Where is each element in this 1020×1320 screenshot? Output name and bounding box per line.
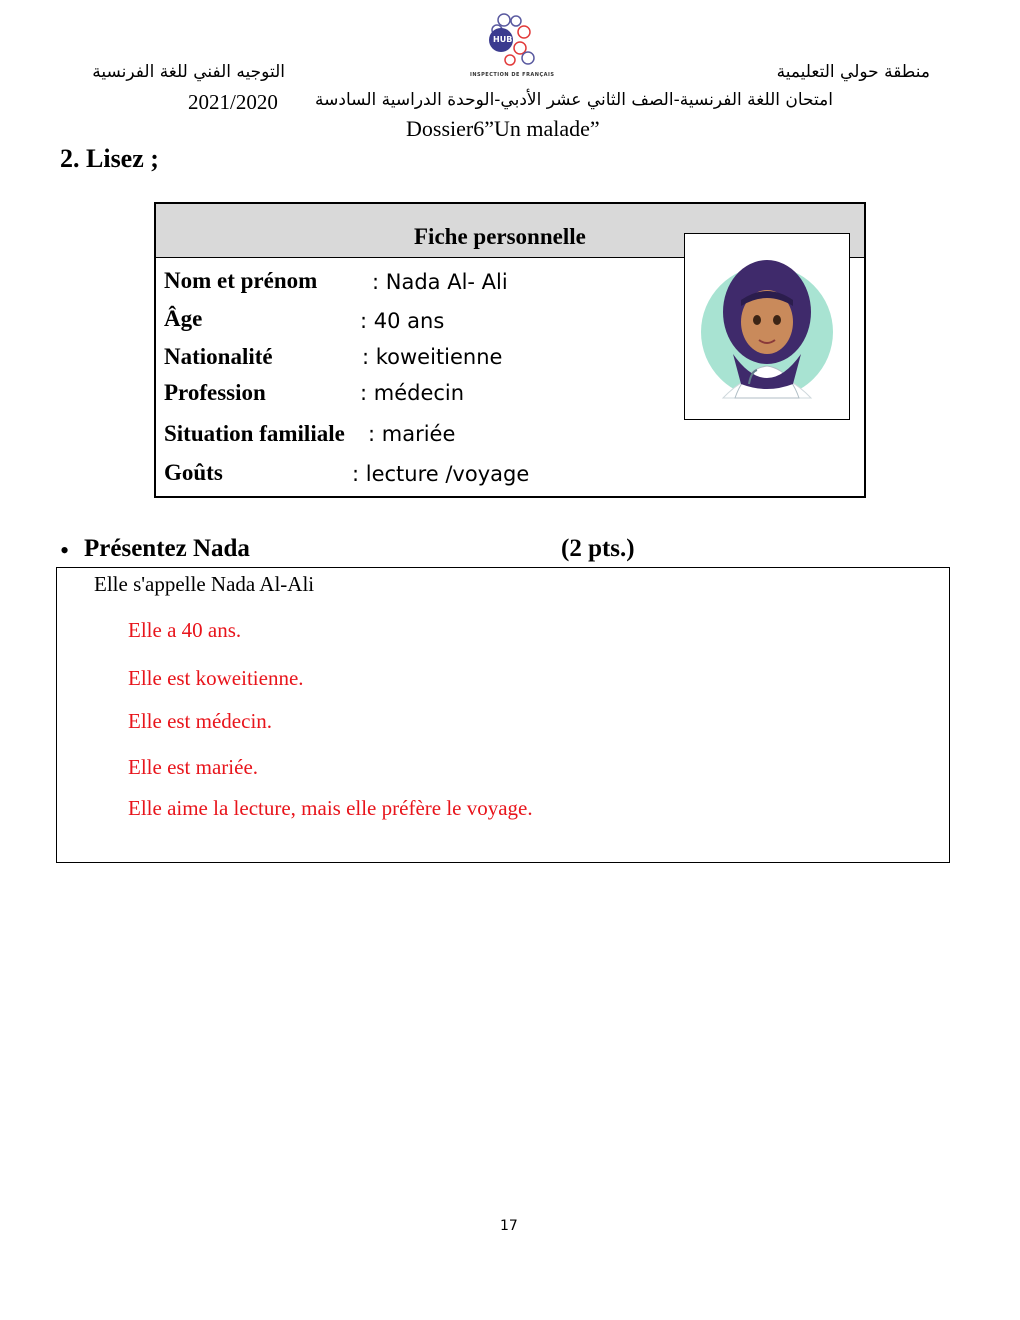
fiche-label-nom: Nom et prénom <box>164 268 318 293</box>
fiche-value-profession: : médecin <box>360 381 465 405</box>
fiche-label-nationalite: Nationalité <box>164 344 273 369</box>
fiche-value-situation: : mariée <box>368 422 456 446</box>
header-right-arabic: منطقة حولي التعليمية <box>776 62 930 82</box>
fiche-title: Fiche personnelle <box>414 224 586 249</box>
fiche-value-age: : 40 ans <box>360 309 445 333</box>
fiche-label-profession: Profession <box>164 380 266 405</box>
answer-line-nationalite: Elle est koweitienne. <box>128 666 304 690</box>
page-number: 17 <box>500 1218 518 1234</box>
logo-subtext: INSPECTION DE FRANÇAIS <box>470 72 555 78</box>
answer-line-intro: Elle s'appelle Nada Al-Ali <box>94 572 315 596</box>
task-label: Présentez Nada <box>84 535 250 562</box>
answer-line-situation: Elle est mariée. <box>128 755 259 779</box>
fiche-value-gouts: : lecture /voyage <box>352 462 530 486</box>
answer-line-profession: Elle est médecin. <box>128 709 273 733</box>
task-bullet: • <box>60 536 70 565</box>
answer-line-age: Elle a 40 ans. <box>128 618 242 642</box>
logo-circles-icon <box>470 10 550 80</box>
answer-line-gouts: Elle aime la lecture, mais elle préfère le voyage. <box>128 796 533 820</box>
dossier-title: Dossier6”Un malade” <box>406 116 600 141</box>
fiche-value-nom: : Nada Al- Ali <box>372 270 508 294</box>
doctor-avatar-icon <box>685 234 849 419</box>
exam-title-arabic: امتحان اللغة الفرنسية-الصف الثاني عشر الأدبي-الوحدة الدراسية السادسة <box>315 90 833 110</box>
header-left-arabic: التوجيه الفني للغة الفرنسية <box>92 62 285 82</box>
task-points: (2 pts.) <box>561 535 635 562</box>
fiche-value-nationalite: : koweitienne <box>362 345 503 369</box>
fiche-label-age: Âge <box>164 306 203 331</box>
fiche-label-situation: Situation familiale <box>164 421 345 446</box>
logo <box>470 10 555 80</box>
section-heading: 2. Lisez ; <box>60 144 159 173</box>
exam-year: 2021/2020 <box>188 90 278 114</box>
nada-portrait <box>684 233 850 420</box>
fiche-label-gouts: Goûts <box>164 460 223 485</box>
exam-line <box>188 88 833 114</box>
logo-label: HUB <box>493 35 513 44</box>
answer-box <box>56 567 950 863</box>
